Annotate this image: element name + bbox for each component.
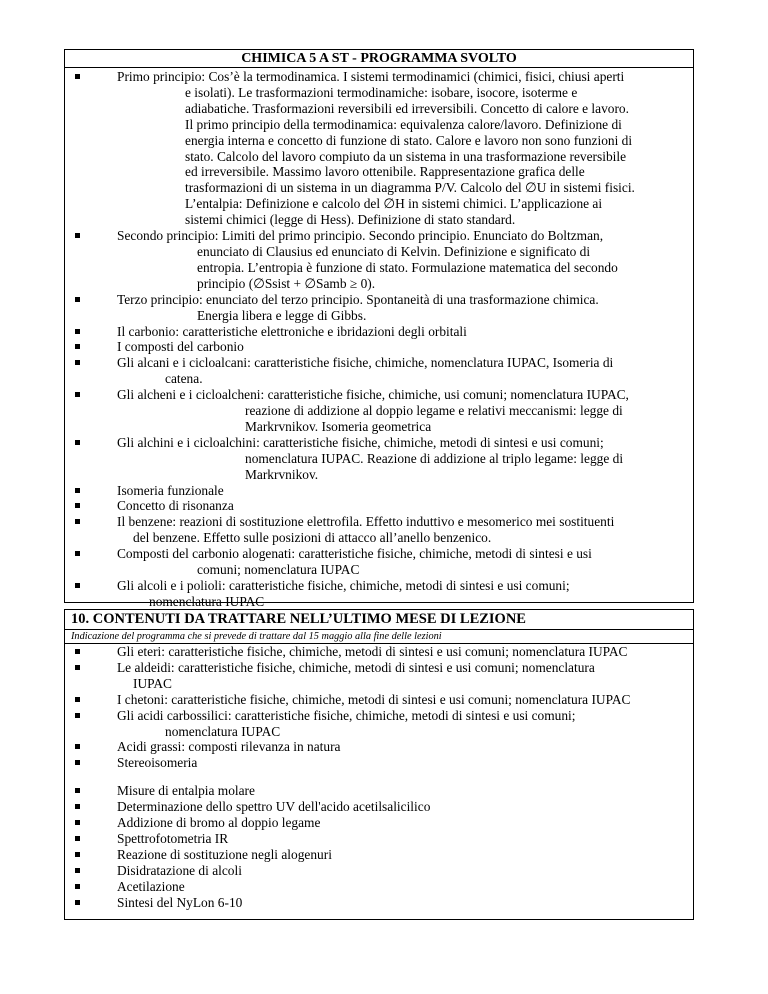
list-item: Spettrofotometria IR bbox=[65, 831, 693, 847]
list-item: Composti del carbonio alogenati: caratteristiche fisiche, chimiche, metodi di sintesi e usi comuni; nomenclatura IUPAC bbox=[65, 546, 693, 578]
contenuti-list bbox=[65, 644, 693, 771]
list-item: Concetto di risonanza bbox=[65, 498, 693, 514]
list-item: Gli eteri: caratteristiche fisiche, chimiche, metodi di sintesi e usi comuni; nomenclatura IUPAC bbox=[65, 644, 693, 660]
programma-svolto-box bbox=[64, 49, 694, 609]
list-item: Addizione di bromo al doppio legame bbox=[65, 815, 693, 831]
list-item: Primo principio: Cos’è la termodinamica. I sistemi termodinamici (chimici, fisici, chiusi aperti e isolati). Le trasformazioni termodinamiche: isobare, isocore, isoterme e adiabatiche. Trasformazioni reversibili ed irreversibili. Concetto di calore e lavoro. Il primo principio della termodinamica: equivalenza calore/lavoro. Definizione di energia interna e concetto di funzione di stato. Calore e lavoro non sono funzioni di stato. Calcolo del lavoro compiuto da un sistema in una trasformazione reversibile ed irreversibile. Massimo lavoro ottenibile. Rappresentazione grafica delle trasformazioni di un sistema in un diagramma P/V. Calcolo del ∅U in sistemi fisici. L’entalpia: Definizione e calcolo del ∅H in sistemi chimici. L’applicazione ai sistemi chimici (legge di Hess). Definizione di stato standard. bbox=[65, 69, 693, 228]
list-item: Il carbonio: caratteristiche elettroniche e ibridazioni degli orbitali bbox=[65, 324, 693, 340]
laboratorio-list bbox=[65, 783, 693, 910]
list-item: I composti del carbonio bbox=[65, 339, 693, 355]
list-item: Misure di entalpia molare bbox=[65, 783, 693, 799]
list-item: Gli alcheni e i cicloalcheni: caratteristiche fisiche, chimiche, usi comuni; nomenclatura IUPAC, reazione di addizione al doppio legame e relativi meccanismi: legge di Markrvnikov. Isomeria geometrica bbox=[65, 387, 693, 435]
contenuti-da-trattare-box bbox=[64, 609, 694, 920]
list-item: Sintesi del NyLon 6-10 bbox=[65, 895, 693, 911]
list-item: Gli acidi carbossilici: caratteristiche fisiche, chimiche, metodi di sintesi e usi comuni; nomenclatura IUPAC bbox=[65, 708, 693, 740]
list-item: Gli alcoli e i polioli: caratteristiche fisiche, chimiche, metodi di sintesi e usi comuni; nomenclatura IUPAC bbox=[65, 578, 693, 610]
section-subtitle: Indicazione del programma che si prevede di trattare dal 15 maggio alla fine delle lezioni bbox=[65, 630, 693, 644]
list-item: Determinazione dello spettro UV dell'acido acetilsalicilico bbox=[65, 799, 693, 815]
list-item: Stereoisomeria bbox=[65, 755, 693, 771]
section-title: CHIMICA 5 A ST - PROGRAMMA SVOLTO bbox=[65, 50, 693, 68]
list-item: Il benzene: reazioni di sostituzione elettrofila. Effetto induttivo e mesomerico mei sostituenti del benzene. Effetto sulle posizioni di attacco all’anello benzenico. bbox=[65, 514, 693, 546]
list-item: Disidratazione di alcoli bbox=[65, 863, 693, 879]
list-item: Terzo principio: enunciato del terzo principio. Spontaneità di una trasformazione chimica. Energia libera e legge di Gibbs. bbox=[65, 292, 693, 324]
programma-list bbox=[65, 68, 693, 610]
list-item: Acidi grassi: composti rilevanza in natura bbox=[65, 739, 693, 755]
spacer bbox=[65, 771, 693, 783]
list-item: Secondo principio: Limiti del primo principio. Secondo principio. Enunciato do Boltzman, enunciato di Clausius ed enunciato di Kelvin. Definizione e significato di entropia. L’entropia è funzione di stato. Formulazione matematica del secondo principio (∅Ssist + ∅Samb ≥ 0). bbox=[65, 228, 693, 292]
section-title: 10. CONTENUTI DA TRATTARE NELL’ULTIMO MESE DI LEZIONE bbox=[65, 610, 693, 630]
list-item: I chetoni: caratteristiche fisiche, chimiche, metodi di sintesi e usi comuni; nomenclatura IUPAC bbox=[65, 692, 693, 708]
list-item: Le aldeidi: caratteristiche fisiche, chimiche, metodi di sintesi e usi comuni; nomenclatura IUPAC bbox=[65, 660, 693, 692]
list-item: Gli alchini e i cicloalchini: caratteristiche fisiche, chimiche, metodi di sintesi e usi comuni; nomenclatura IUPAC. Reazione di addizione al triplo legame: legge di Markrvnikov. bbox=[65, 435, 693, 483]
list-item: Acetilazione bbox=[65, 879, 693, 895]
list-item: Reazione di sostituzione negli alogenuri bbox=[65, 847, 693, 863]
list-item: Gli alcani e i cicloalcani: caratteristiche fisiche, chimiche, nomenclatura IUPAC, Isomeria di catena. bbox=[65, 355, 693, 387]
list-item: Isomeria funzionale bbox=[65, 483, 693, 499]
